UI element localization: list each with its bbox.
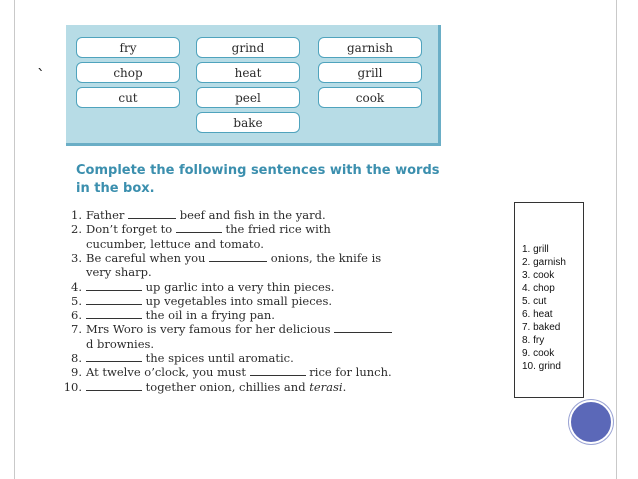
sentence-9-line-1 (56, 365, 392, 379)
sentence-number: 5. (71, 293, 82, 308)
sentence-text: At twelve o’clock, you must (86, 365, 250, 380)
sentence-number: 10. (63, 379, 82, 394)
answer-item: 10. grind (522, 361, 561, 372)
word-chop: chop (76, 62, 180, 83)
answer-item: 1. grill (522, 244, 549, 255)
sentence-text: Don’t forget to (86, 222, 176, 237)
slide-right-border (616, 0, 617, 479)
sentence-8-line-1 (56, 351, 294, 365)
sentence-number: 6. (71, 308, 82, 323)
word-grill: grill (318, 62, 422, 83)
sentence-3-line-1 (56, 251, 381, 265)
answer-blank (86, 294, 142, 305)
instruction-heading: Complete the following sentences with the words in the box. (76, 163, 440, 196)
answer-item: 9. cook (522, 348, 555, 359)
word-heat: heat (196, 62, 300, 83)
sentence-text: the spices until aromatic. (142, 351, 294, 365)
answer-item: 3. cook (522, 270, 555, 281)
sentence-text: up garlic into a very thin pieces. (142, 279, 335, 294)
sentence-2-line-2 (56, 237, 264, 251)
sentence-number: 3. (71, 250, 82, 265)
sentence-text: d brownies. (86, 336, 155, 351)
sentence-10-line-1 (56, 380, 346, 394)
answer-key-box (514, 202, 584, 398)
answer-blank (86, 280, 142, 291)
word-peel: peel (196, 87, 300, 108)
word-bake: bake (196, 112, 300, 133)
word-garnish: garnish (318, 37, 422, 58)
answer-item: 8. fry (522, 335, 545, 346)
sentence-6-line-1 (56, 308, 275, 322)
sentence-text: beef and fish in the yard. (176, 208, 326, 222)
sentence-2-line-1 (56, 222, 331, 236)
sentence-5-line-1 (56, 294, 332, 308)
answer-item: 5. cut (522, 296, 547, 307)
sentence-text: Father (86, 208, 129, 222)
answer-blank (128, 208, 176, 219)
word-grind: grind (196, 37, 300, 58)
answer-blank (176, 222, 222, 233)
sentence-text: the oil in a frying pan. (142, 308, 275, 323)
word-cut: cut (76, 87, 180, 108)
sentence-text: Mrs Woro is very famous for her delicious (86, 322, 335, 337)
sentence-number: 9. (71, 365, 82, 380)
answer-item: 7. baked (522, 322, 561, 333)
answer-blank (86, 308, 142, 319)
answer-blank (250, 365, 306, 376)
answer-list (522, 243, 583, 373)
sentence-text: cucumber, lettuce and tomato. (86, 236, 264, 251)
sentence-text: rice for lunch. (305, 365, 392, 380)
answer-item: 6. heat (522, 309, 553, 320)
sentence-text: up vegetables into small pieces. (142, 293, 333, 308)
sentence-number: 8. (71, 351, 82, 365)
answer-item: 4. chop (522, 283, 555, 294)
sentence-italic-word: terasi (309, 379, 343, 394)
answer-item: 2. garnish (522, 257, 566, 268)
sentence-text: together onion, chillies and (142, 379, 310, 394)
decorative-circle (569, 400, 613, 444)
sentence-number: 2. (71, 222, 82, 237)
answer-blank (334, 322, 392, 333)
sentence-number: 4. (71, 279, 82, 294)
sentence-text: very sharp. (86, 265, 152, 280)
slide-left-border (14, 0, 15, 479)
sentence-number: 7. (71, 322, 82, 337)
word-box (66, 25, 441, 146)
sentence-number: 1. (71, 208, 82, 222)
sentence-text: onions, the knife is (267, 250, 382, 265)
answer-blank (209, 251, 267, 262)
sentence-3-line-2 (56, 265, 152, 279)
sentence-7-line-1 (56, 322, 392, 336)
word-cook: cook (318, 87, 422, 108)
sentence-text: . (342, 379, 347, 394)
answer-blank (86, 380, 142, 391)
sentence-text: the fried rice with (221, 222, 331, 237)
stray-tick-mark: ` (37, 66, 45, 85)
answer-blank (86, 351, 142, 362)
sentence-1-line-1 (56, 208, 326, 222)
sentence-4-line-1 (56, 280, 334, 294)
word-fry: fry (76, 37, 180, 58)
sentence-7-line-2 (56, 337, 154, 351)
sentence-text: Be careful when you (86, 250, 210, 265)
